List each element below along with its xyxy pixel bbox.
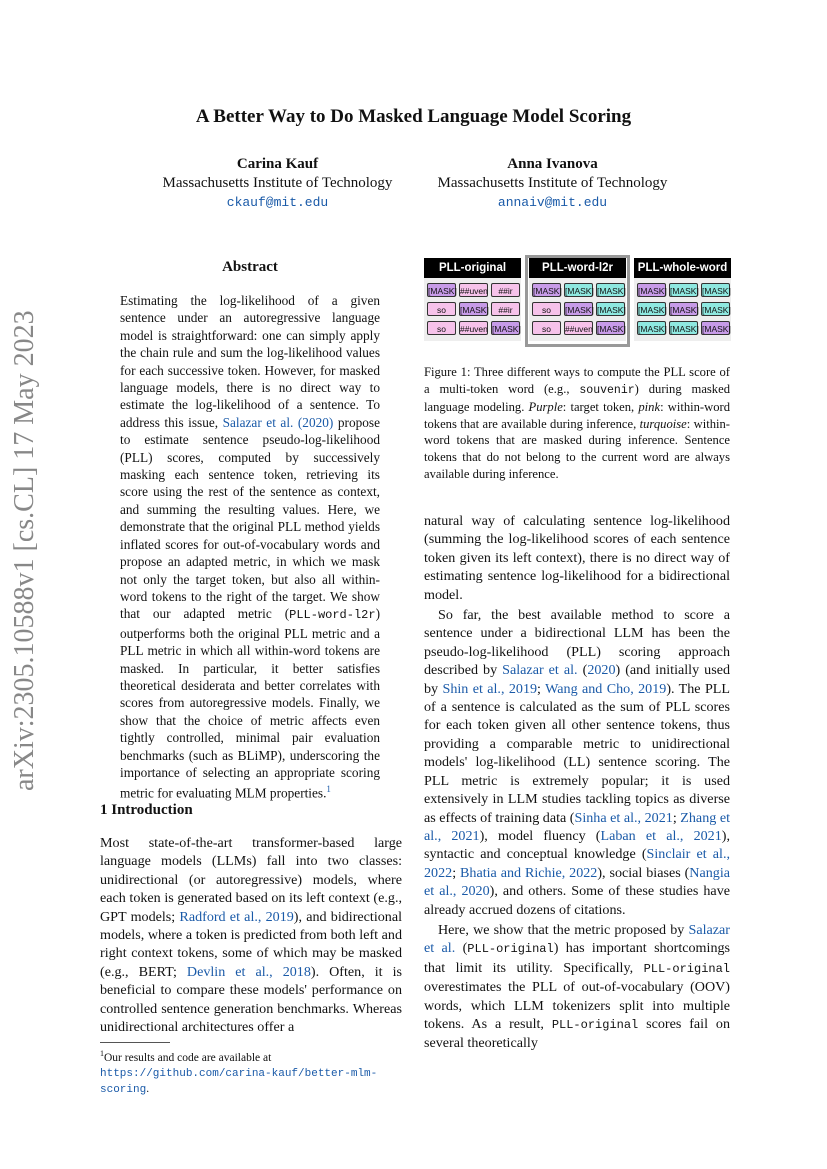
author-affiliation: Massachusetts Institute of Technology bbox=[437, 175, 668, 191]
citation-link[interactable]: Sinclair et al., 2022 bbox=[424, 846, 730, 881]
caption-legend-turquoise: turquoise bbox=[639, 416, 687, 431]
body-text: ). Often, it is beneficial to compare these models' performance on controlled sentence generation benchmarks. Whereas unidirectional architectures offer a bbox=[100, 963, 402, 1036]
token-box: [MASK] bbox=[532, 283, 561, 297]
body-text: ), syntactic and conceptual knowledge ( bbox=[424, 827, 730, 863]
token-box: [MASK] bbox=[637, 283, 666, 297]
paragraph bbox=[424, 606, 730, 919]
body-text: ; bbox=[537, 680, 546, 697]
body-text: ) (and initially used by bbox=[424, 662, 731, 697]
body-text: ), and others. Some of these studies have already accrued dozens of citations. bbox=[424, 883, 730, 918]
metric-name: PLL-original bbox=[551, 1017, 639, 1032]
author-name: Carina Kauf bbox=[236, 156, 319, 172]
footnote-text: . bbox=[146, 1082, 150, 1095]
footnote-text: Our results and code are available at bbox=[104, 1051, 272, 1064]
citation-link[interactable]: Wang and Cho, 2019 bbox=[545, 680, 667, 697]
token-box: [MASK] bbox=[427, 283, 456, 297]
body-text: ), social biases ( bbox=[597, 864, 690, 881]
figure-panel-label: PLL-word-l2r bbox=[529, 258, 626, 278]
token-box: [MASK] bbox=[669, 302, 698, 316]
body-text: overestimates the PLL of out-of-vocabulary (OOV) words, which LLM tokenizers split into multiple tokens. As a result, bbox=[424, 979, 730, 1032]
citation-link[interactable]: Salazar et al. (2020) bbox=[222, 414, 334, 430]
body-text: ( bbox=[455, 940, 468, 957]
body-text: ( bbox=[577, 662, 588, 679]
token-box: [MASK] bbox=[459, 302, 488, 316]
token-box: [MASK] bbox=[637, 321, 666, 335]
body-text: ), model fluency ( bbox=[479, 827, 601, 844]
figure-1 bbox=[424, 258, 731, 353]
token-box: ##uven bbox=[459, 321, 488, 335]
caption-example-word: souvenir bbox=[579, 383, 635, 397]
body-text: So far, the best available method to score a sentence under a bidirectional LLM has been the pseudo-log-likelihood (PLL) scoring approach described by bbox=[424, 607, 730, 679]
citation-link[interactable]: Zhang et al., 2021 bbox=[424, 809, 730, 844]
token-box: [MASK] bbox=[564, 302, 593, 316]
citation-link[interactable]: Bhatia and Richie, 2022 bbox=[460, 864, 598, 881]
body-text: ). The PLL of a sentence is calculated as the sum of PLL scores for each token given all other sentence tokens, thus providing a comparable metric to unidirectional models' log-likelihood (LL) sentence scoring. The PLL metric is extremely popular; it is used extensively in LLM studies tackling topics as diverse as effects of training data ( bbox=[424, 680, 730, 826]
arxiv-stamp: arXiv:2305.10588v1 [cs.CL] 17 May 2023 bbox=[9, 310, 40, 791]
body-text: ; bbox=[672, 809, 681, 826]
token-box: [MASK] bbox=[564, 283, 593, 297]
section-heading: 1 Introduction bbox=[100, 802, 193, 818]
token-box: [MASK] bbox=[637, 302, 666, 316]
token-box: ##ir bbox=[491, 302, 520, 316]
body-text: scores fail on several theoretically bbox=[424, 1015, 730, 1052]
footnote-number: 1 bbox=[100, 1049, 104, 1058]
token-box: [MASK] bbox=[669, 283, 698, 297]
body-text: ) has important shortcomings that limit its utility. Specifically, bbox=[424, 940, 731, 976]
metric-name: PLL-word-l2r bbox=[289, 608, 376, 623]
figure-panel-label: PLL-whole-word bbox=[634, 258, 731, 278]
citation-link[interactable]: Radford et al., 2019 bbox=[179, 908, 294, 925]
intro-paragraph bbox=[100, 834, 402, 1036]
citation-link[interactable]: Shin et al., 2019 bbox=[442, 680, 538, 697]
author-block-2 bbox=[415, 155, 690, 212]
author-affiliation: Massachusetts Institute of Technology bbox=[162, 175, 393, 191]
caption-legend-pink: pink bbox=[638, 400, 661, 415]
token-box: ##ir bbox=[491, 283, 520, 297]
body-text: ), and bidirectional models, where a token is predicted from both left and right context tokens, some of which may be masked (e.g., BERT; bbox=[100, 908, 402, 980]
abstract-text: Estimating the log-likelihood of a given sentence under an autoregressive language model is straightforward: one can simply apply the chain rule and sum the log-likelihood values for each successive token. However, for masked language models, there is no direct way to estimate the log-likelihood of a sentence. To address this issue, bbox=[120, 293, 380, 430]
token-box: ##uven bbox=[459, 283, 488, 297]
citation-link[interactable]: Nangia et al., 2020 bbox=[424, 864, 730, 900]
abstract-text: ) outperforms both the original PLL metric and a PLL metric in which all within-word tokens are masked. In particular, it better satisfies theoretical desiderata and better correlates with scores from autoregressive models. Finally, we show that the choice of metric affects even tightly controlled, minimal pair evaluation benchmarks (such as BLiMP), underscoring the importance of selecting an appropriate scoring metric for evaluating MLM properties. bbox=[120, 606, 380, 801]
token-box: [MASK] bbox=[596, 283, 625, 297]
citation-link[interactable]: Devlin et al., 2018 bbox=[186, 963, 311, 980]
token-box: so bbox=[427, 302, 456, 316]
abstract-heading: Abstract bbox=[222, 259, 278, 275]
author-name: Anna Ivanova bbox=[507, 156, 598, 172]
metric-name: PLL-original bbox=[467, 942, 554, 957]
token-box: so bbox=[532, 321, 561, 335]
body-text: Most state-of-the-art transformer-based large language models (LLMs) fall into two classes: unidirectional (or autoregressive) models, where each token is generated based on its left context (e.g., GPT models; bbox=[100, 835, 402, 925]
body-text: ; bbox=[452, 864, 461, 881]
body-text: Here, we show that the metric proposed by bbox=[438, 921, 689, 938]
author-email[interactable]: annaiv@mit.edu bbox=[497, 195, 608, 210]
token-box: [MASK] bbox=[701, 283, 730, 297]
caption-text: Figure 1: Three different ways to compute the PLL score of a multi-token word (e.g., bbox=[424, 365, 730, 396]
right-column-body bbox=[424, 512, 730, 1053]
token-box: so bbox=[532, 302, 561, 316]
metric-name: PLL-original bbox=[643, 961, 730, 976]
author-block-1 bbox=[140, 155, 415, 212]
caption-legend-purple: Purple bbox=[528, 400, 563, 415]
footnote-marker[interactable]: 1 bbox=[326, 784, 331, 795]
figure-panel-label: PLL-original bbox=[424, 258, 521, 278]
citation-link[interactable]: Laban et al., 2021 bbox=[600, 827, 722, 844]
caption-text: : within-word tokens that are masked during inference. Sentence tokens that do not belong to the current word are always available during inference. bbox=[424, 416, 730, 481]
caption-text: : target token, bbox=[562, 400, 639, 415]
token-box: [MASK] bbox=[596, 321, 625, 335]
token-box: ##uven bbox=[564, 321, 593, 335]
abstract-body bbox=[120, 292, 380, 802]
token-box: [MASK] bbox=[596, 302, 625, 316]
citation-link[interactable]: Sinha et al., 2021 bbox=[574, 809, 673, 826]
paragraph bbox=[424, 921, 730, 1053]
token-box: [MASK] bbox=[701, 302, 730, 316]
caption-text: ) during masked language modeling. bbox=[424, 381, 730, 415]
footnote-url[interactable]: https://github.com/carina-kauf/better-mlm-scoring bbox=[100, 1067, 378, 1096]
token-box: [MASK] bbox=[701, 321, 730, 335]
citation-link[interactable]: Salazar et al. bbox=[424, 921, 730, 957]
caption-text: : within-word tokens that are available during inference, bbox=[424, 400, 730, 431]
token-box: [MASK] bbox=[491, 321, 520, 335]
citation-link[interactable]: Salazar et al. bbox=[502, 662, 578, 679]
token-box: so bbox=[427, 321, 456, 335]
paper-title: A Better Way to Do Masked Language Model Scoring bbox=[195, 106, 632, 127]
token-box: [MASK] bbox=[669, 321, 698, 335]
paragraph: natural way of calculating sentence log-likelihood (summing the log-likelihood scores of each sentence token given its left context), there is no direct way of estimating sentence log-likelihood for a bidirectional model. bbox=[424, 513, 730, 603]
footnote-rule bbox=[100, 1042, 170, 1043]
abstract-text: propose to estimate sentence pseudo-log-likelihood (PLL) scores, computed by successively masking each sentence token, retrieving its score using the rest of the sentence as context, and summing the resulting values. Here, we demonstrate that the original PLL method yields inflated scores for out-of-vocabulary words and propose an adapted metric, in which we mask not only the target token, but also all within-word tokens to the right of the target. We show that our adapted metric ( bbox=[120, 414, 380, 622]
footnote bbox=[100, 1046, 402, 1098]
figure-caption bbox=[424, 364, 730, 482]
citation-link[interactable]: 2020 bbox=[587, 662, 616, 679]
author-email[interactable]: ckauf@mit.edu bbox=[226, 195, 329, 210]
